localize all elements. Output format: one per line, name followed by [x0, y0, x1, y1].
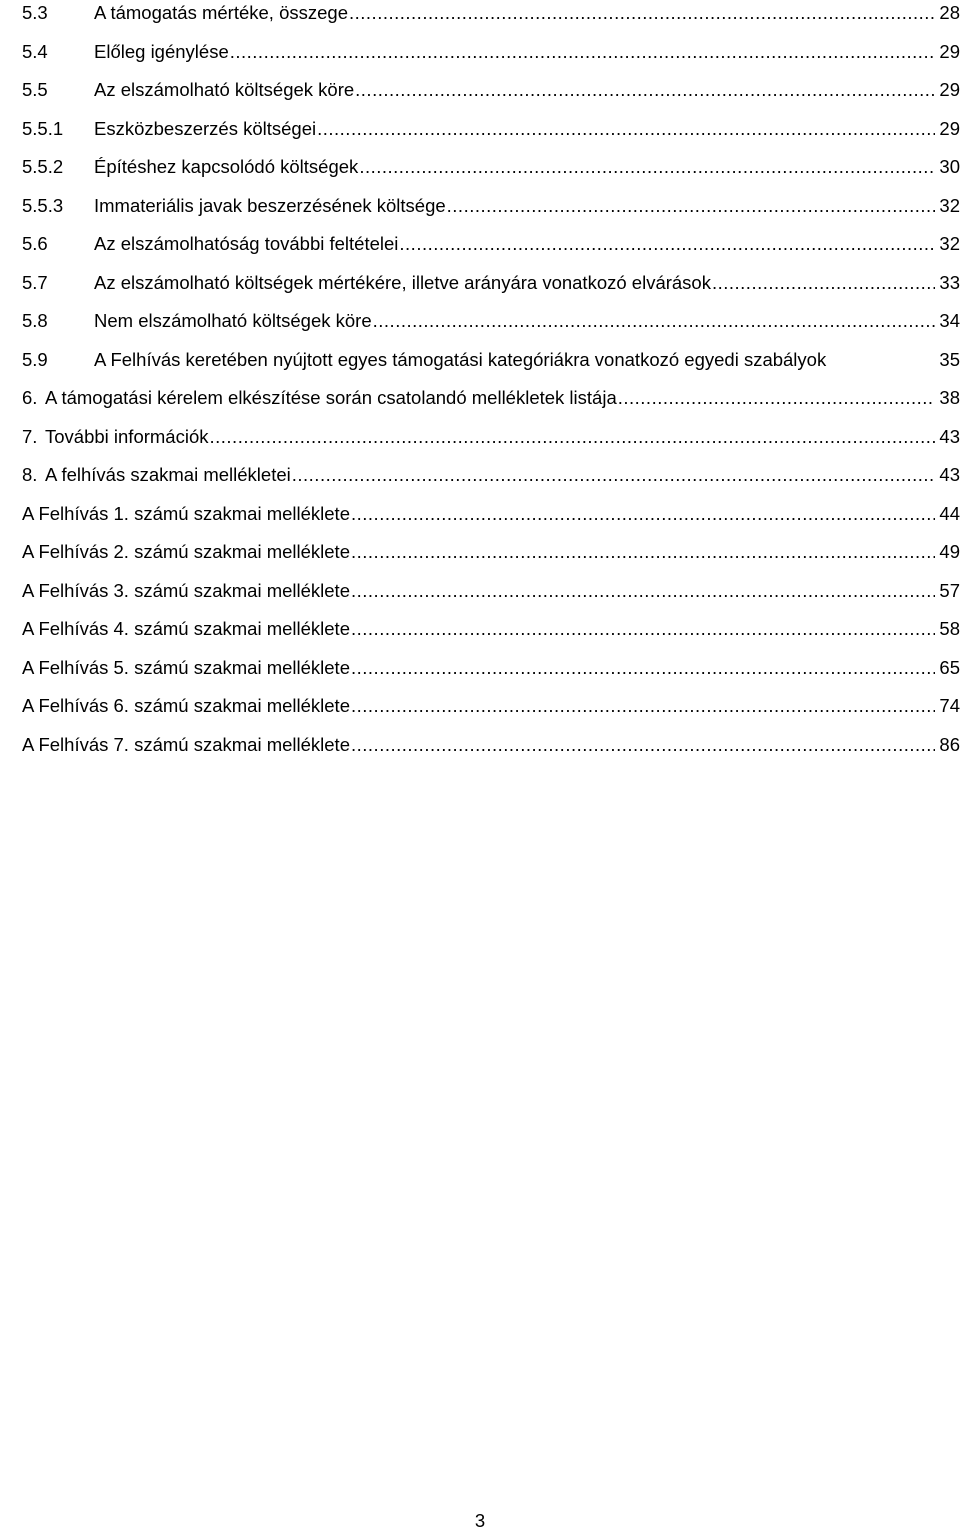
toc-entry-number: 6. [22, 387, 38, 408]
toc-dot-leader [210, 424, 936, 450]
toc-entry-title: További információk [45, 424, 210, 450]
toc-entry-annex[interactable] [22, 732, 960, 771]
toc-entry-number: 5.8 [22, 310, 48, 331]
toc-entry-title: A Felhívás 7. számú szakmai melléklete [22, 732, 351, 758]
toc-entry-number: 5.4 [22, 40, 48, 62]
toc-entry-page: 29 [935, 116, 960, 142]
toc-entry-number: 5.5.1 [22, 117, 64, 139]
toc-entry-page: 58 [935, 616, 960, 642]
toc-entry-page: 30 [935, 154, 960, 180]
toc-entry-number: 5.5.2 [22, 156, 64, 177]
toc-entry-page: 86 [935, 732, 960, 758]
toc-entry-title: A Felhívás 1. számú szakmai melléklete [22, 501, 351, 527]
toc-dot-leader [317, 116, 935, 142]
toc-dot-leader [618, 385, 936, 411]
toc-dot-leader [351, 539, 935, 565]
toc-entry[interactable] [22, 39, 960, 78]
toc-entry-title: A Felhívás 2. számú szakmai melléklete [22, 539, 351, 565]
toc-entry-annex[interactable] [22, 578, 960, 617]
toc-dot-leader [351, 655, 935, 681]
toc-entry-title: A támogatás mértéke, összege [94, 0, 349, 26]
toc-dot-leader [292, 462, 936, 488]
toc-dot-leader [351, 732, 935, 758]
toc-entry-page: 35 [934, 347, 960, 373]
toc-entry-number: 5.6 [22, 233, 48, 254]
toc-entry[interactable] [22, 385, 960, 424]
toc-entry-annex[interactable] [22, 655, 960, 694]
toc-entry-number: 5.5 [22, 79, 48, 100]
toc-entry[interactable] [22, 231, 960, 270]
toc-dot-leader [827, 347, 934, 373]
toc-dot-leader [351, 693, 935, 719]
toc-entry[interactable] [22, 193, 960, 232]
toc-entry-page: 74 [935, 693, 960, 719]
toc-entry-page: 44 [935, 501, 960, 527]
toc-dot-leader [351, 501, 935, 527]
toc-entry[interactable] [22, 77, 960, 116]
toc-dot-leader [351, 616, 935, 642]
page-number: 3 [474, 1510, 486, 1531]
toc-entry-page: 38 [935, 385, 960, 411]
toc-entry-page: 57 [935, 578, 960, 604]
toc-dot-leader [351, 578, 935, 604]
toc-dot-leader [359, 154, 935, 180]
toc-dot-leader [349, 0, 935, 26]
toc-entry[interactable] [22, 154, 960, 193]
toc-dot-leader [355, 77, 935, 103]
toc-entry-page: 65 [935, 655, 960, 681]
toc-entry-title: A támogatási kérelem elkészítése során csatolandó mellékletek listája [45, 385, 618, 411]
toc-entry[interactable] [22, 270, 960, 309]
toc-entry[interactable] [22, 424, 960, 463]
toc-entry-number: 7. [22, 425, 38, 447]
toc-dot-leader [373, 308, 936, 334]
toc-entry-annex[interactable] [22, 501, 960, 540]
toc-entry[interactable] [22, 116, 960, 155]
toc-entry-page: 32 [935, 231, 960, 257]
toc-entry-title: Immateriális javak beszerzésének költsége [94, 193, 447, 219]
table-of-contents [22, 0, 960, 770]
toc-entry-title: Az elszámolható költségek köre [94, 77, 355, 103]
toc-entry[interactable] [22, 0, 960, 39]
toc-entry-title: Építéshez kapcsolódó költségek [94, 154, 359, 180]
toc-entry-number: 5.9 [22, 348, 48, 370]
toc-entry-number: 5.5.3 [22, 194, 64, 216]
toc-entry-page: 33 [935, 270, 960, 296]
toc-entry-page: 43 [935, 424, 960, 450]
toc-entry-title: A Felhívás 4. számú szakmai melléklete [22, 616, 351, 642]
toc-entry-annex[interactable] [22, 539, 960, 578]
toc-dot-leader [447, 193, 936, 219]
toc-entry-annex[interactable] [22, 693, 960, 732]
toc-entry-annex[interactable] [22, 616, 960, 655]
toc-entry-page: 34 [935, 308, 960, 334]
toc-entry[interactable] [22, 347, 960, 386]
toc-entry-page: 32 [935, 193, 960, 219]
toc-entry-page: 43 [935, 462, 960, 488]
toc-entry-title: Az elszámolható költségek mértékére, illetve arányára vonatkozó elvárások [94, 270, 712, 296]
toc-entry-page: 29 [935, 77, 960, 103]
toc-entry-title: Az elszámolhatóság további feltételei [94, 231, 399, 257]
toc-entry-title: A Felhívás 5. számú szakmai melléklete [22, 655, 351, 681]
toc-entry[interactable] [22, 308, 960, 347]
toc-entry-page: 28 [935, 0, 960, 26]
toc-entry-page: 49 [935, 539, 960, 565]
toc-entry-number: 5.3 [22, 2, 48, 23]
toc-entry-title: Előleg igénylése [94, 39, 230, 65]
toc-entry-title: A Felhívás 6. számú szakmai melléklete [22, 693, 351, 719]
toc-entry-title: Nem elszámolható költségek köre [94, 308, 373, 334]
toc-entry-page: 29 [935, 39, 960, 65]
toc-dot-leader [712, 270, 935, 296]
toc-entry-title: Eszközbeszerzés költségei [94, 116, 317, 142]
toc-entry-number: 8. [22, 464, 38, 485]
toc-entry[interactable] [22, 462, 960, 501]
toc-dot-leader [230, 39, 936, 65]
toc-entry-number: 5.7 [22, 271, 48, 293]
toc-entry-title: A Felhívás 3. számú szakmai melléklete [22, 578, 351, 604]
toc-entry-title: A felhívás szakmai mellékletei [45, 462, 292, 488]
toc-dot-leader [399, 231, 935, 257]
toc-entry-title: A Felhívás keretében nyújtott egyes támogatási kategóriákra vonatkozó egyedi szabályok [94, 347, 827, 373]
